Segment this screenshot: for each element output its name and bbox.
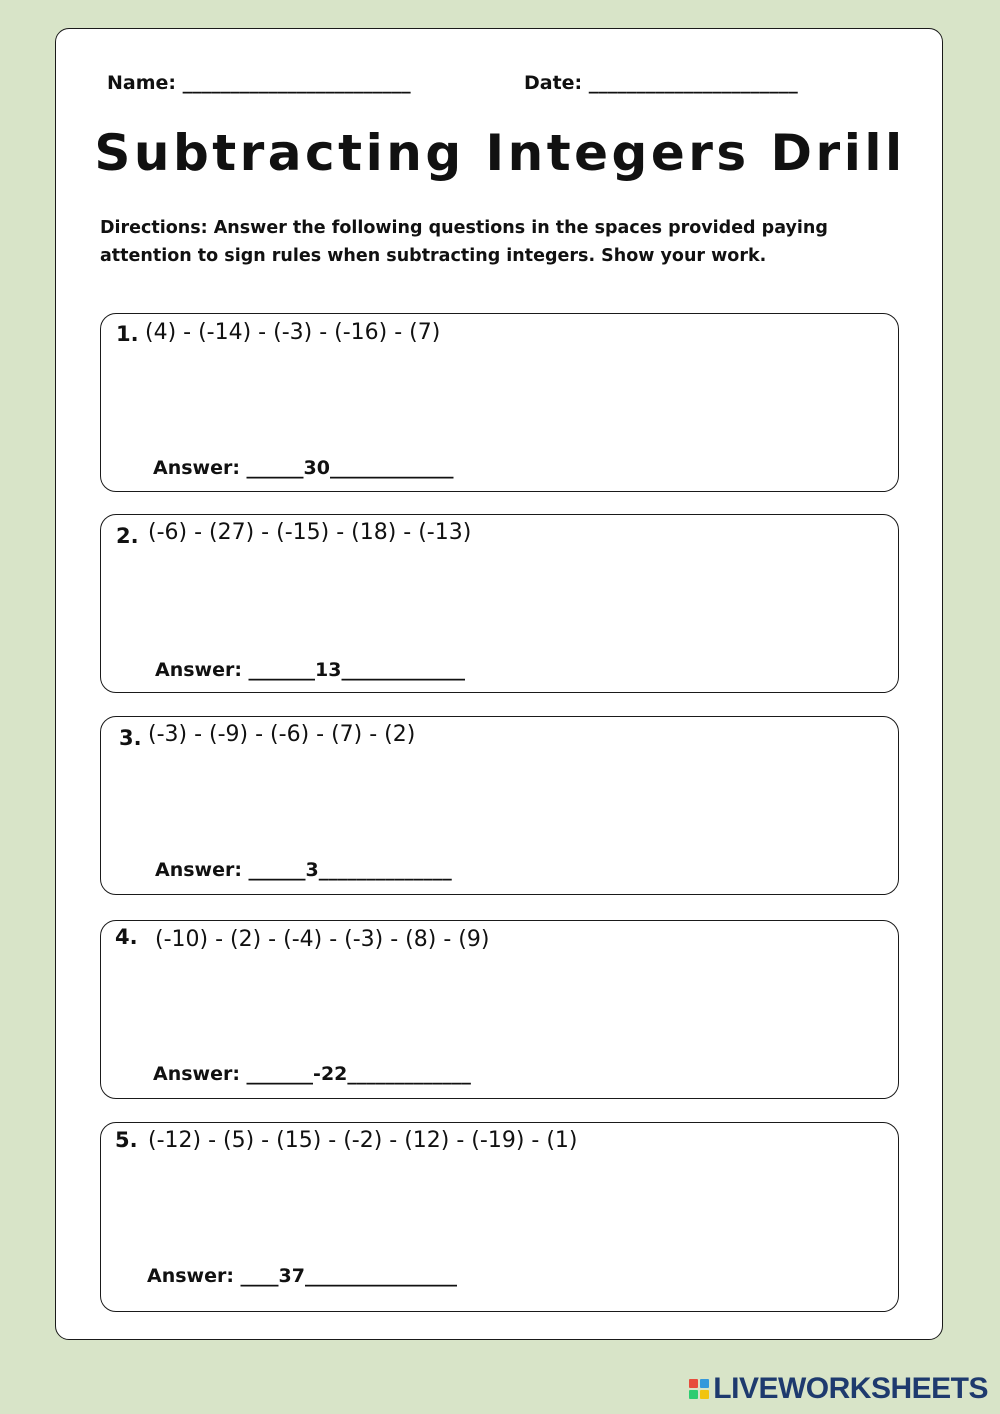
question-expression: (-12) - (5) - (15) - (-2) - (12) - (-19) - (1): [148, 1128, 578, 1153]
question-number: 5.: [115, 1128, 138, 1152]
name-field[interactable]: Name: ________________________: [107, 72, 411, 94]
liveworksheets-logo: [689, 1372, 988, 1406]
question-box-2[interactable]: [100, 514, 899, 693]
question-expression: (4) - (-14) - (-3) - (-16) - (7): [145, 320, 441, 345]
answer-field[interactable]: Answer: ______30_____________: [153, 457, 454, 479]
question-box-3[interactable]: [100, 716, 899, 895]
question-box-5[interactable]: [100, 1122, 899, 1312]
answer-field[interactable]: Answer: _______13_____________: [155, 659, 466, 681]
question-number: 3.: [119, 726, 142, 750]
question-number: 1.: [116, 322, 139, 346]
logo-blocks-icon: [689, 1379, 709, 1399]
date-field[interactable]: Date: ______________________: [524, 72, 798, 94]
logo-block: [700, 1379, 709, 1388]
logo-block: [700, 1390, 709, 1399]
logo-block: [689, 1390, 698, 1399]
question-number: 2.: [116, 524, 139, 548]
answer-field[interactable]: Answer: _______-22_____________: [153, 1063, 471, 1085]
question-expression: (-10) - (2) - (-4) - (-3) - (8) - (9): [155, 927, 490, 952]
question-box-4[interactable]: [100, 920, 899, 1099]
directions-text: Directions: Answer the following questions in the spaces provided paying attention to sign rules when subtracting integers. Show your work.: [100, 218, 828, 266]
question-expression: (-6) - (27) - (-15) - (18) - (-13): [148, 520, 472, 545]
logo-block: [689, 1379, 698, 1388]
question-box-1[interactable]: [100, 313, 899, 492]
brand-name: LIVEWORKSHEETS: [713, 1372, 988, 1405]
answer-field[interactable]: Answer: ____37________________: [147, 1265, 458, 1287]
page-title: Subtracting Integers Drill: [94, 124, 906, 182]
answer-field[interactable]: Answer: ______3______________: [155, 859, 452, 881]
question-expression: (-3) - (-9) - (-6) - (7) - (2): [148, 722, 416, 747]
question-number: 4.: [115, 925, 138, 949]
